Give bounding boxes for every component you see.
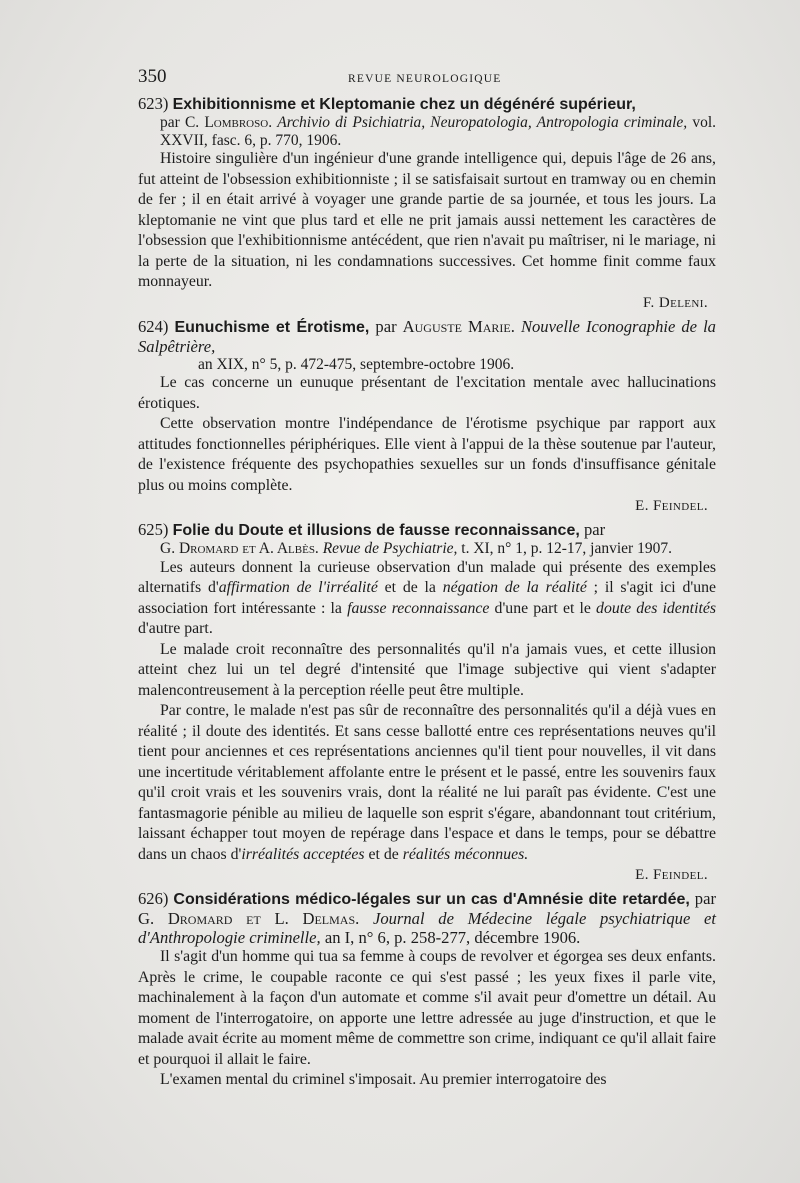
entry-paragraph: Par contre, le malade n'est pas sûr de reconnaître des personnalités qu'il a déjà vues en réalité ; il doute des identités. Et sans cesse ballotté entre ces représentations neuves qu'il tient pour anciennes et ces représentations anciennes qu'il tient pour nouvelles, il vit dans une incertitude véritablement affolante entre le présent et le passé, entre les souvenirs faux qu'il croit vrais et les souvenirs vrais, dont la réalité ne lui paraît pas évidente. C'est une fantasmagorie pénible au milieu de laquelle son esprit s'égare, abandonnant tout critérium, laissant échapper tout moyen de repérage dans l'espace et dans le temps, pour se débattre dans un chaos d'irréalités acceptées et de réalités méconnues. [138,702,716,863]
entry-title-text: Eunuchisme et Érotisme, [174,318,370,336]
ref-journal: Archivio di Psichiatria, Neuropatologia, Antropologia criminale, [277,114,688,131]
ref-details: t. XI, n° 1, p. 12-17, janvier 1907. [461,540,672,557]
entry-paragraph: Les auteurs donnent la curieuse observation d'un malade qui présente des exemples alternatifs d'affirmation de l'irréalité et de la négation de la réalité ; il s'agit ici d'une association fort intéressante : la fausse reconnaissance d'une part et le doute des identités d'autre part. [138,558,717,637]
ref-author: C. Lombroso. [184,114,273,131]
entry-626 [138,889,716,1091]
ref-author: G. Dromard et A. Albès. [160,540,319,557]
entry-title [138,889,716,947]
entry-623 [138,94,716,313]
entry-title-text: Exhibitionnisme et Kleptomanie chez un dégénéré supérieur, [172,96,636,113]
entry-625 [138,520,716,885]
entry-number: 626) [138,889,169,908]
entry-reference [138,540,716,558]
ref-prefix: par [694,889,716,908]
entry-reference [138,114,716,149]
entry-paragraph: Cette observation montre l'indépendance de l'érotisme psychique par rapport aux attitudes fonctionnelles périphériques. Elle vient à l'appui de la thèse soutenue par l'auteur, de l'existence fréquente des psychopathies sexuelles sur un fonds d'insuffisance génitale plus ou moins complète. [138,415,716,494]
entry-number: 624) [138,316,169,336]
entry-reference [138,356,716,374]
entry-paragraph: Il s'agit d'un homme qui tua sa femme à coups de revolver et égorgea ses deux enfants. Après le crime, le coupable raconte ce qui s'est passé ; les yeux fixes il parle vite, machinalement à la façon d'un automate et comme s'il avait peur d'omettre un détail. Au moment de l'interrogatoire, on apporte une lettre adressée au juge d'instruction, et que le malade avait écrite au moment même de commettre son crime, indiquant ce qu'il allait faire et pourquoi il allait le faire. [138,948,716,1068]
running-title: REVUE NEUROLOGIQUE [348,73,502,85]
entry-title [138,94,716,114]
entry-signature: E. Feindel. [635,867,708,883]
entry-title-text: Considérations médico-légales sur un cas d'Amnésie dite retardée, [173,891,690,908]
entry-paragraph: Le cas concerne un eunuque présentant de l'excitation mentale avec hallucinations érotiques. [138,374,716,412]
ref-details: vol. XXVII, fasc. 6, p. 770, 1906. [160,114,717,149]
entry-signature: F. Deleni. [643,294,708,311]
entry-paragraph: Le malade croit reconnaître des personnalités qu'il n'a jamais vues, et cette illusion atteint chez lui un tel degré d'intensité que l'image subjective qui vient s'adapter malencontreusement à la perception réelle peut être multiple. [138,640,716,699]
ref-prefix: par [160,114,180,131]
ref-journal: Journal de Médecine légale psychiatrique et d'Anthropologie criminelle, [138,909,716,947]
entry-paragraph: L'examen mental du criminel s'imposait. Au premier interrogatoire des [160,1071,607,1088]
entry-number: 625) [138,520,169,539]
ref-prefix: par [583,520,606,539]
ref-author: G. Dromard et L. Delmas. [138,909,360,928]
entry-number: 623) [138,94,169,113]
entry-title [138,317,716,356]
text-column [138,66,716,1095]
page-number: 350 [138,66,167,87]
entry-signature: E. Feindel. [635,498,708,514]
ref-details: an XIX, n° 5, p. 472-475, septembre-octobre 1906. [198,355,515,373]
ref-author: Auguste Marie. [402,316,515,336]
ref-prefix: par [375,316,397,336]
entry-title [138,520,716,540]
page-header [138,66,716,94]
ref-journal: Nouvelle Iconographie de la Salpêtrière, [138,316,716,356]
entry-title-text: Folie du Doute et illusions de fausse reconnaissance, [172,522,580,539]
ref-journal: Revue de Psychiatrie, [322,540,458,557]
entry-paragraph: Histoire singulière d'un ingénieur d'une grande intelligence qui, depuis l'âge de 26 ans, fut atteint de l'obsession exhibitionniste ; il se satisfaisait surtout en tramway ou en chemin de fer ; il en était arrivé à voyager une grande partie de sa journée, et tous les jours. La kleptomanie ne vint que plus tard et elle ne prit jamais aussi nettement les caractères de l'obsession que l'exhibitionnisme antécédent, que rien n'avait pu maîtriser, ni le mariage, ni la perte de la situation, ni les condamnations successives. Cet homme finit comme faux monnayeur. [138,150,716,290]
ref-details: an I, n° 6, p. 258-277, décembre 1906. [324,928,581,947]
entry-624 [138,317,716,517]
